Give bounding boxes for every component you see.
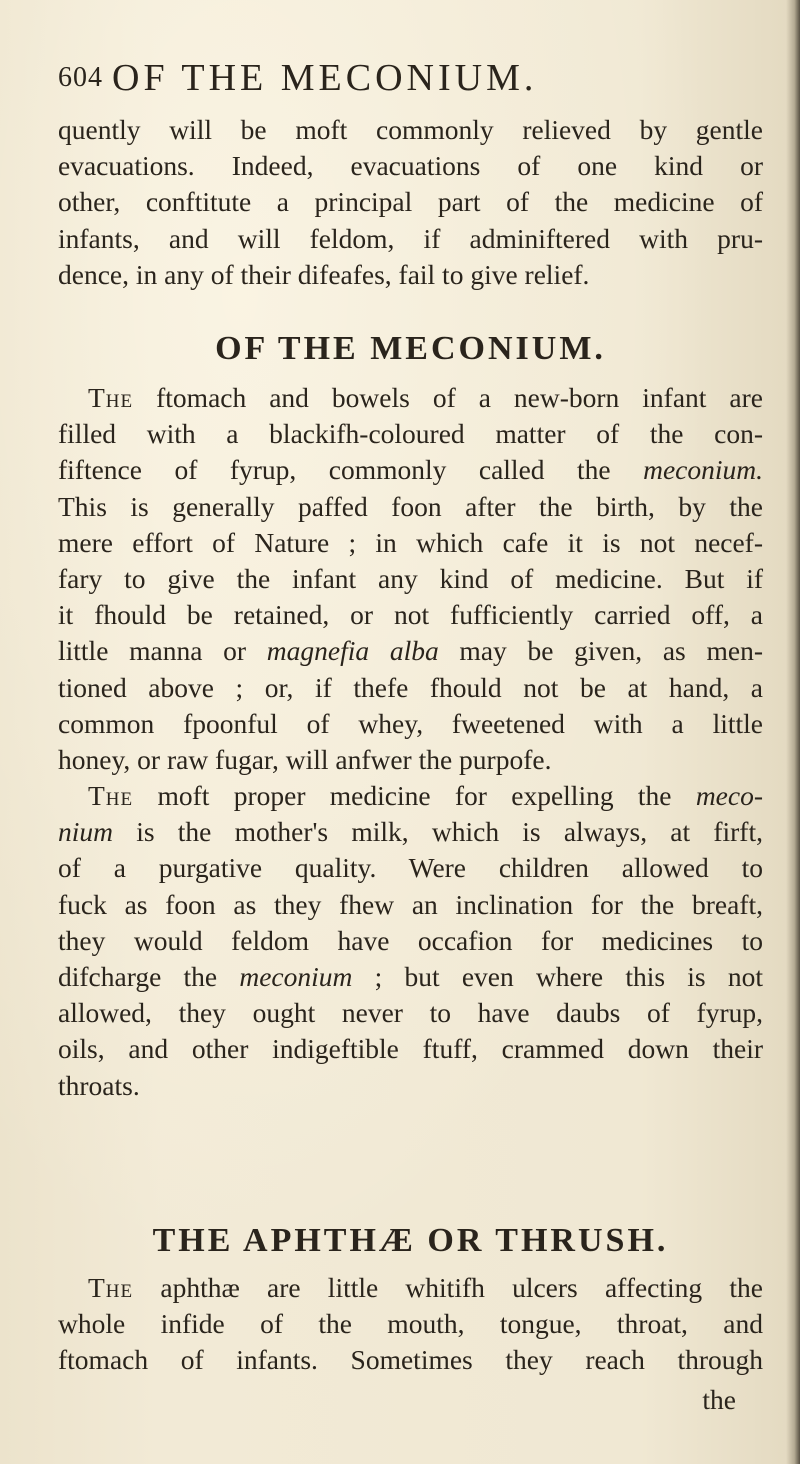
section-heading-aphthae: THE APHTHÆ OR THRUSH. bbox=[152, 1222, 669, 1259]
intro-paragraph bbox=[58, 112, 763, 293]
text-line: whole infide of the mouth, tongue, throat, and bbox=[58, 1308, 763, 1340]
paragraph-lead-word: The bbox=[88, 780, 134, 811]
text-line: it fhould be retained, or not fufficiently carried off, a bbox=[58, 599, 763, 631]
text-line: filled with a blackifh-coloured matter of the con- bbox=[58, 418, 763, 450]
running-title: OF THE MECONIUM. bbox=[112, 57, 538, 99]
paragraph-lead-word: The bbox=[88, 382, 134, 413]
page-header bbox=[58, 56, 758, 106]
page-edge-shadow bbox=[786, 0, 800, 1464]
text-line: little manna or magnefia alba may be given, as men- bbox=[58, 635, 763, 667]
section-heading-meconium: OF THE MECONIUM. bbox=[215, 330, 606, 367]
term-nium: nium bbox=[58, 816, 113, 848]
text-line: fiftence of fyrup, commonly called the meconium. bbox=[58, 454, 763, 486]
paragraph-lead-word: The bbox=[88, 1272, 134, 1303]
catchword: the bbox=[702, 1384, 736, 1415]
text-line: oils, and other indigeftible ftuff, crammed down their bbox=[58, 1033, 763, 1065]
text-line: mere effort of Nature ; in which cafe it is not necef- bbox=[58, 526, 763, 558]
text-line: they would feldom have occafion for medicines to bbox=[58, 924, 763, 956]
text-line: quently will be moft commonly relieved by gentle bbox=[58, 114, 763, 145]
text-line: tioned above ; or, if thefe fhould not be at hand, a bbox=[58, 671, 763, 703]
term-magnesia-alba: magnefia alba bbox=[266, 635, 439, 667]
text-line: common fpoonful of whey, fweetened with a little bbox=[58, 707, 763, 739]
text-line: nium is the mother's milk, which is always, at firft, bbox=[58, 816, 763, 848]
text-line: of a purgative quality. Were children allowed to bbox=[58, 852, 763, 884]
text-line: allowed, they ought never to have daubs of fyrup, bbox=[58, 997, 763, 1029]
term-meconium: meconium bbox=[239, 961, 353, 993]
text-line: This is generally paffed foon after the birth, by the bbox=[58, 490, 763, 522]
page-number: 604 bbox=[58, 62, 103, 93]
text-line: honey, or raw fugar, will anfwer the purpofe. bbox=[58, 744, 552, 776]
text-line: The moft proper medicine for expelling the meco- bbox=[88, 780, 763, 811]
text-line: difcharge the meconium ; but even where this is not bbox=[58, 961, 763, 993]
meconium-paragraph-1 bbox=[58, 380, 763, 778]
text-line: other, conftitute a principal part of the medicine of bbox=[58, 186, 763, 218]
text-line: ftomach of infants. Sometimes they reach through bbox=[58, 1344, 763, 1376]
text-line: fary to give the infant any kind of medicine. But if bbox=[58, 563, 763, 595]
text-line: infants, and will feldom, if adminiftered with pru- bbox=[58, 222, 763, 254]
text-line: dence, in any of their difeafes, fail to give relief. bbox=[58, 258, 590, 290]
meconium-paragraph-2 bbox=[58, 778, 763, 1104]
term-meconium: meconium. bbox=[643, 454, 763, 486]
text-line: The aphthæ are little whitifh ulcers affecting the bbox=[88, 1272, 763, 1303]
text-line: fuck as foon as they fhew an inclination for the breaft, bbox=[58, 888, 763, 920]
text-line: The ftomach and bowels of a new-born infant are bbox=[88, 382, 763, 413]
term-meco: meco- bbox=[695, 780, 763, 811]
text-line: throats. bbox=[58, 1069, 140, 1101]
aphthae-paragraph-1 bbox=[58, 1270, 763, 1379]
text-line: evacuations. Indeed, evacuations of one kind or bbox=[58, 150, 763, 182]
